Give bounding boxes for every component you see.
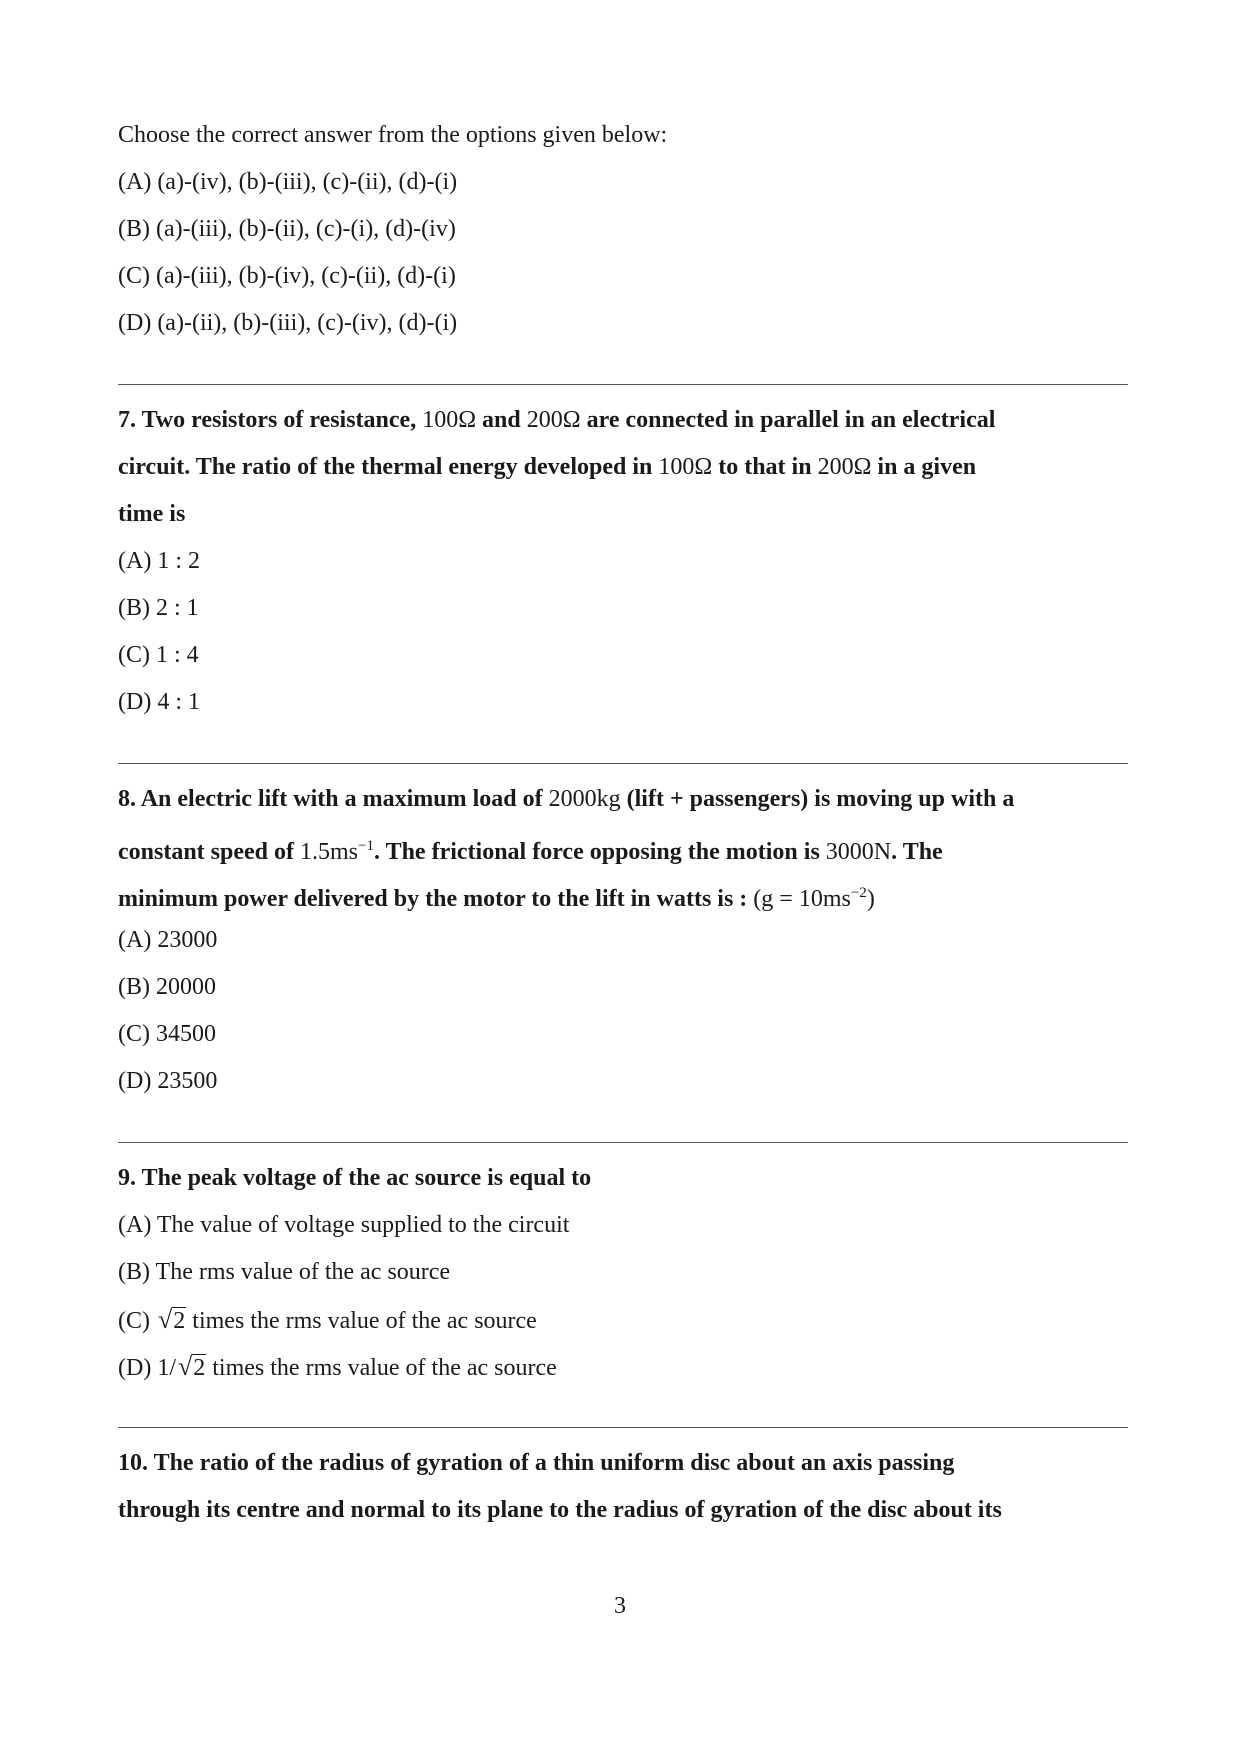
page-number: 3 bbox=[614, 1593, 626, 1619]
radicand: 2 bbox=[173, 1308, 186, 1334]
question-text: in a given bbox=[877, 454, 977, 480]
question-text: are connected in parallel in an electrical bbox=[586, 407, 996, 433]
radicand: 2 bbox=[193, 1355, 206, 1381]
question-text: . The frictional force opposing the motion is bbox=[374, 839, 820, 865]
question-7-options bbox=[118, 538, 1128, 726]
option-b: (B) 20000 bbox=[118, 974, 216, 1000]
option-text: times the rms value of the ac source bbox=[212, 1355, 557, 1381]
option-a: (A) 1 : 2 bbox=[118, 548, 200, 574]
resistance-value: 200Ω bbox=[526, 407, 581, 433]
answer-instruction: Choose the correct answer from the options given below: bbox=[118, 122, 668, 148]
gravity-close: ) bbox=[866, 886, 875, 912]
question-text: to that in bbox=[718, 454, 812, 480]
option-d: (D) 4 : 1 bbox=[118, 689, 200, 715]
option-c: (C) 34500 bbox=[118, 1021, 216, 1047]
resistance-value: 200Ω bbox=[817, 454, 872, 480]
option-d: (D) 23500 bbox=[118, 1068, 218, 1094]
question-text: The peak voltage of the ac source is equal to bbox=[141, 1165, 592, 1191]
question-text: An electric lift with a maximum load of bbox=[140, 786, 543, 812]
force-value: 3000N bbox=[825, 839, 892, 865]
speed-exponent: −1 bbox=[358, 838, 374, 854]
question-number: 9. bbox=[118, 1165, 136, 1191]
question-text: circuit. The ratio of the thermal energy developed in bbox=[118, 454, 653, 480]
question-text: (lift + passengers) is moving up with a bbox=[626, 786, 1015, 812]
question-7 bbox=[118, 397, 1128, 538]
question-8-options bbox=[118, 917, 1128, 1105]
question-number: 10. bbox=[118, 1450, 148, 1476]
question-8 bbox=[118, 776, 1128, 917]
prev-question-tail bbox=[118, 112, 1128, 347]
gravity-exponent: −2 bbox=[850, 885, 867, 901]
resistance-value: 100Ω bbox=[658, 454, 713, 480]
option-a: (A) The value of voltage supplied to the circuit bbox=[118, 1212, 570, 1238]
option-label: (D) 1/ bbox=[118, 1355, 176, 1381]
load-value: 2000kg bbox=[548, 786, 621, 812]
question-text: minimum power delivered by the motor to the lift in watts is : bbox=[118, 886, 748, 912]
question-number: 8. bbox=[118, 786, 136, 812]
option-d bbox=[118, 1343, 1128, 1390]
question-text: time is bbox=[118, 501, 186, 527]
option-c bbox=[118, 1296, 1128, 1343]
question-9-options bbox=[118, 1202, 1128, 1390]
option-a: (A) (a)-(iv), (b)-(iii), (c)-(ii), (d)-(i) bbox=[118, 169, 458, 195]
sqrt-symbol: √2 bbox=[177, 1352, 206, 1381]
question-text: The ratio of the radius of gyration of a thin uniform disc about an axis passing bbox=[153, 1450, 955, 1476]
option-b: (B) (a)-(iii), (b)-(ii), (c)-(i), (d)-(iv) bbox=[118, 216, 456, 242]
sqrt-symbol: √2 bbox=[158, 1305, 186, 1334]
question-number: 7. bbox=[118, 407, 136, 433]
gravity-value: (g = 10ms bbox=[753, 886, 851, 912]
page-content bbox=[118, 112, 1128, 1534]
option-b: (B) The rms value of the ac source bbox=[118, 1259, 451, 1285]
question-text: constant speed of bbox=[118, 839, 295, 865]
option-c: (C) (a)-(iii), (b)-(iv), (c)-(ii), (d)-(i) bbox=[118, 263, 456, 289]
option-a: (A) 23000 bbox=[118, 927, 218, 953]
option-text: times the rms value of the ac source bbox=[192, 1308, 537, 1334]
option-d: (D) (a)-(ii), (b)-(iii), (c)-(iv), (d)-(i) bbox=[118, 310, 458, 336]
question-text: . The bbox=[891, 839, 943, 865]
option-label: (C) bbox=[118, 1308, 150, 1334]
question-text: through its centre and normal to its plane to the radius of gyration of the disc about its bbox=[118, 1497, 1002, 1523]
question-text: Two resistors of resistance, bbox=[141, 407, 417, 433]
question-9 bbox=[118, 1155, 1128, 1202]
question-10 bbox=[118, 1440, 1128, 1534]
option-b: (B) 2 : 1 bbox=[118, 595, 199, 621]
speed-value: 1.5ms bbox=[300, 839, 359, 865]
resistance-value: 100Ω bbox=[422, 407, 477, 433]
question-text: and bbox=[482, 407, 521, 433]
option-c: (C) 1 : 4 bbox=[118, 642, 199, 668]
